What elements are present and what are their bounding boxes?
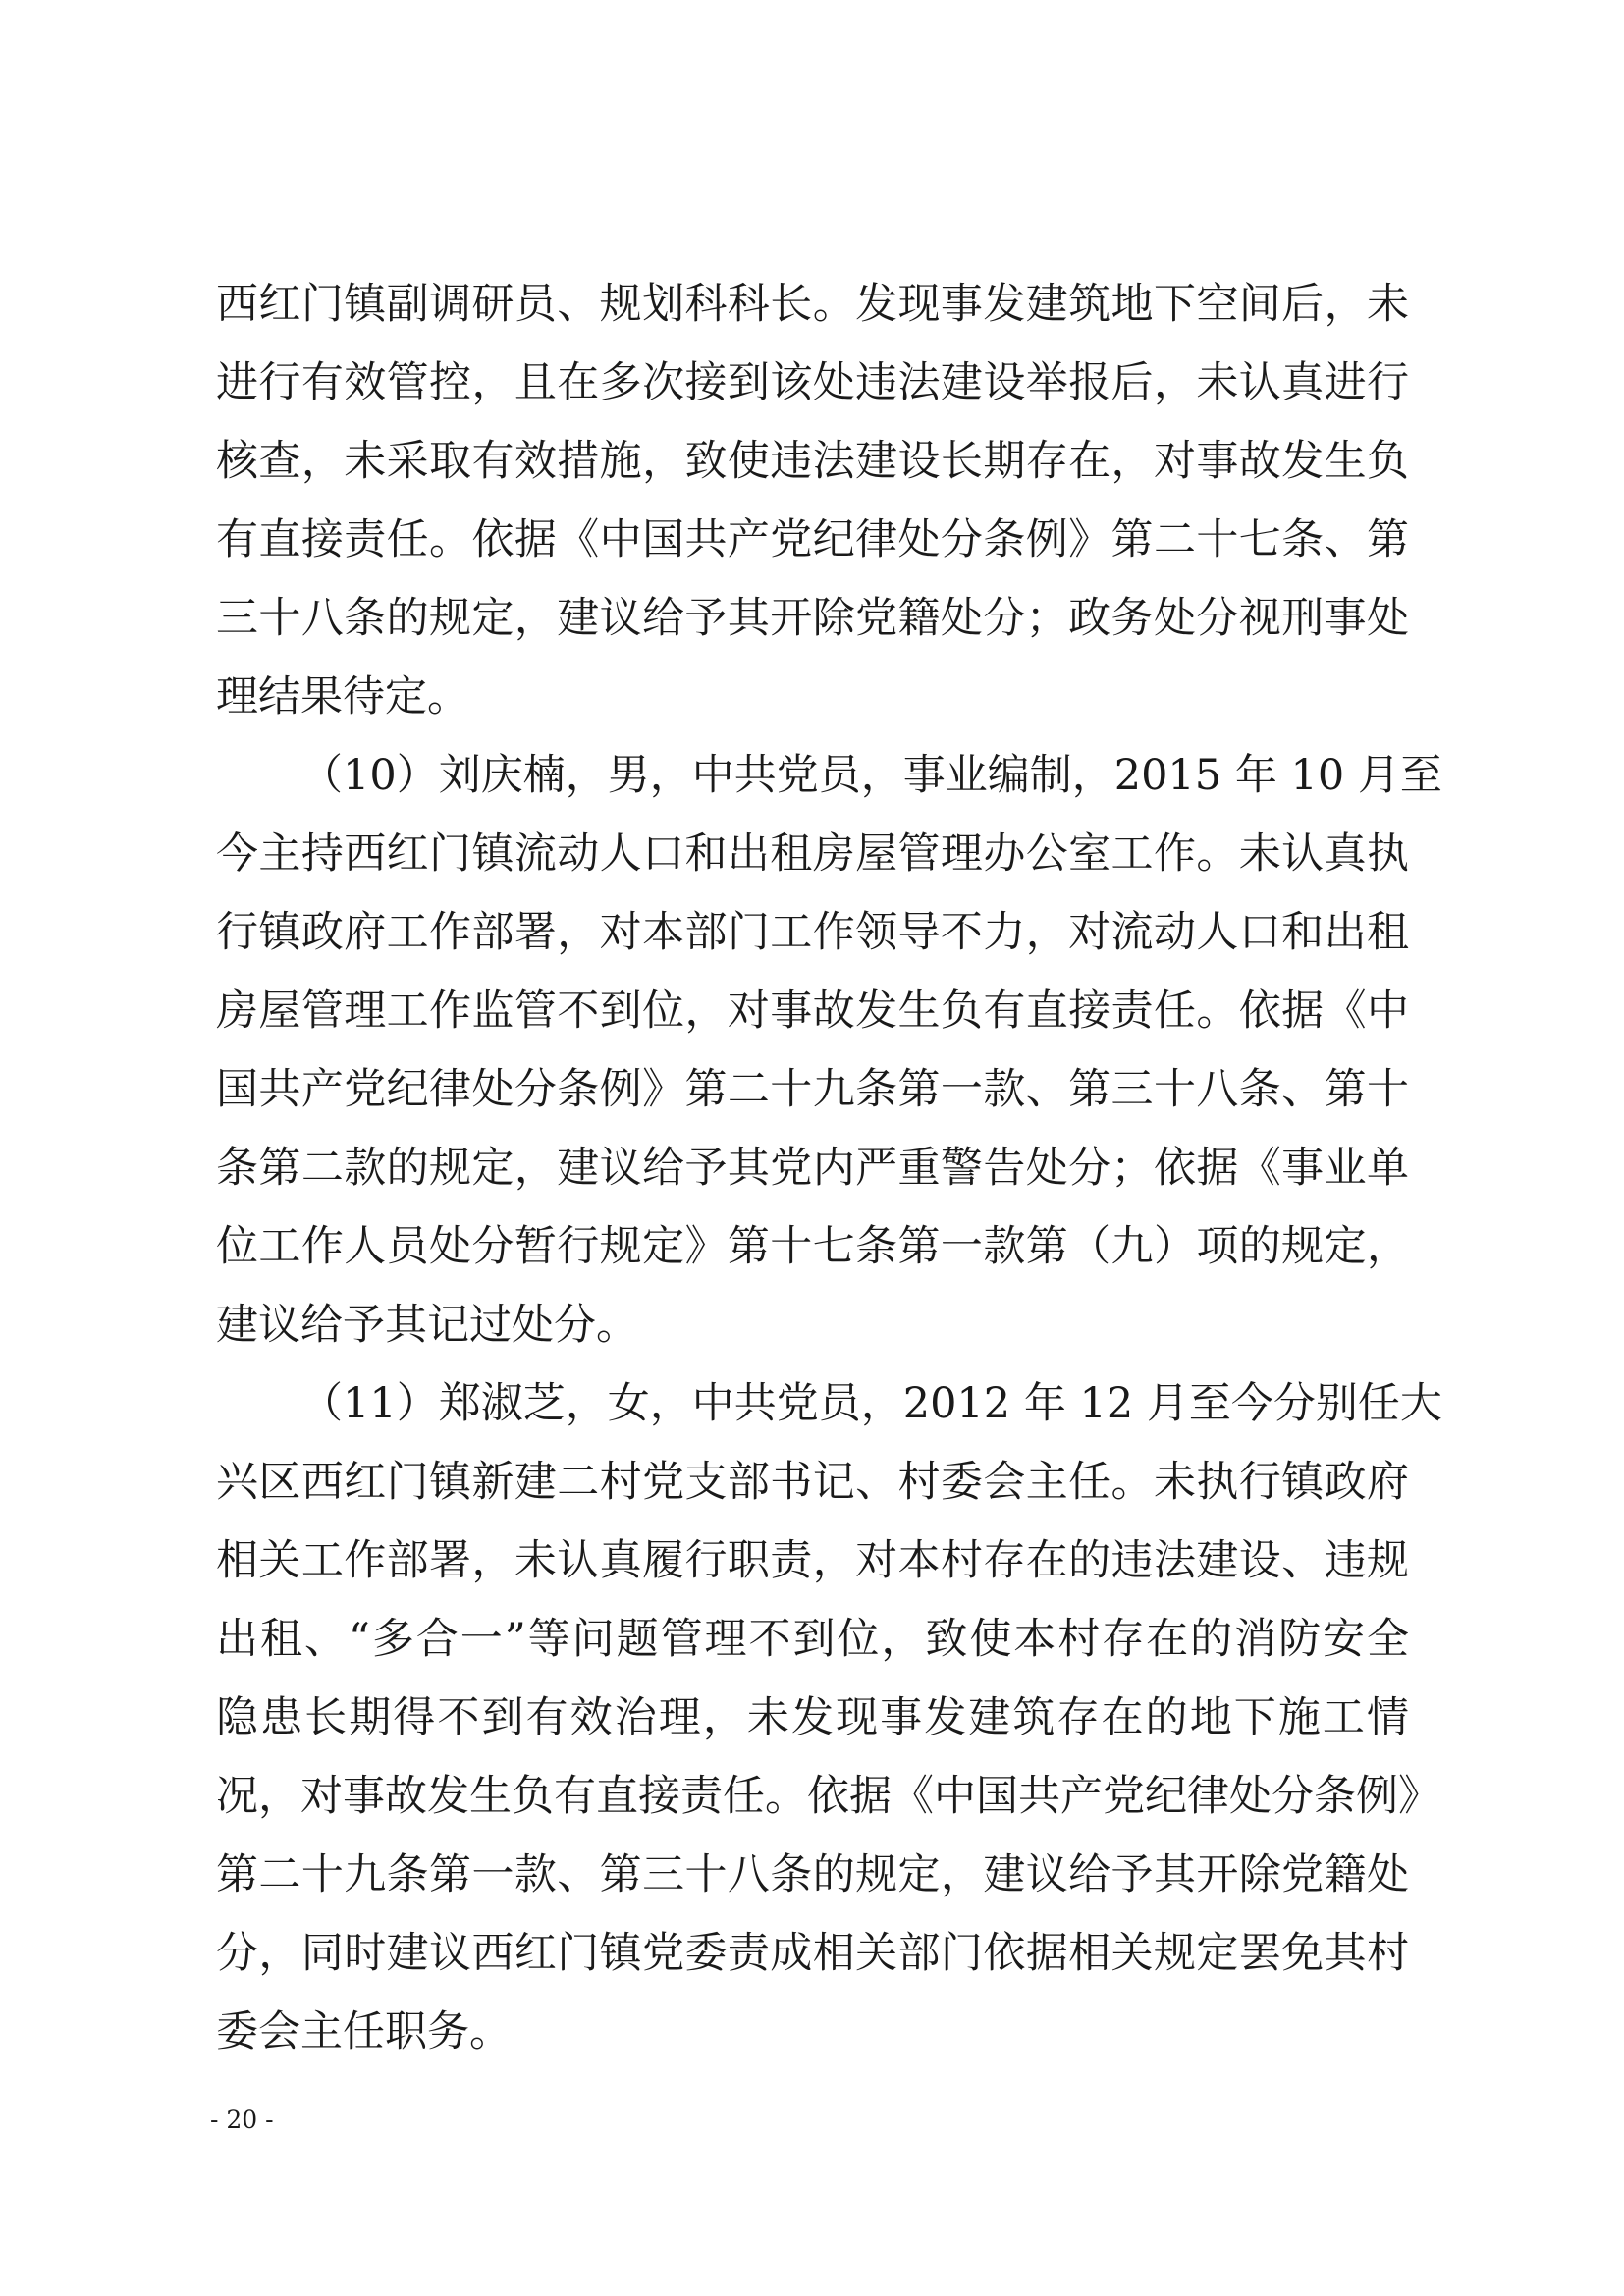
paragraph-line: 今主持西红门镇流动人口和出租房屋管理办公室工作。未认真执 bbox=[216, 829, 1409, 879]
paragraph-line: 位工作人员处分暂行规定》第十七条第一款第（九）项的规定， bbox=[216, 1222, 1409, 1271]
paragraph-line: 委会主任职务。 bbox=[216, 2007, 512, 2056]
paragraph-line: 条第二款的规定，建议给予其党内严重警告处分；依据《事业单 bbox=[216, 1144, 1409, 1193]
paragraph-line: 进行有效管控，且在多次接到该处违法建设举报后，未认真进行 bbox=[216, 358, 1409, 407]
paragraph-line: 核查，未采取有效措施，致使违法建设长期存在，对事故发生负 bbox=[216, 437, 1409, 486]
paragraph-line: 兴区西红门镇新建二村党支部书记、村委会主任。未执行镇政府 bbox=[216, 1458, 1409, 1507]
paragraph-line: 隐患长期得不到有效治理，未发现事发建筑存在的地下施工情 bbox=[216, 1693, 1409, 1742]
paragraph-line: 三十八条的规定，建议给予其开除党籍处分；政务处分视刑事处 bbox=[216, 594, 1409, 643]
paragraph-line: 分，同时建议西红门镇党委责成相关部门依据相关规定罢免其村 bbox=[216, 1929, 1409, 1978]
paragraph-line: 房屋管理工作监管不到位，对事故发生负有直接责任。依据《中 bbox=[216, 987, 1409, 1036]
paragraph-first-line: （10）刘庆楠，男，中共党员，事业编制，2015 年 10 月至 bbox=[300, 751, 1442, 800]
paragraph-line: 理结果待定。 bbox=[216, 672, 469, 721]
paragraph-line: 国共产党纪律处分条例》第二十九条第一款、第三十八条、第十 bbox=[216, 1065, 1409, 1114]
paragraph-line: 第二十九条第一款、第三十八条的规定，建议给予其开除党籍处 bbox=[216, 1850, 1409, 1899]
paragraph-line: 西红门镇副调研员、规划科科长。发现事发建筑地下空间后，未 bbox=[216, 280, 1409, 329]
paragraph-first-line: （11）郑淑芝，女，中共党员，2012 年 12 月至今分别任大 bbox=[300, 1379, 1442, 1428]
paragraph-line: 行镇政府工作部署，对本部门工作领导不力，对流动人口和出租 bbox=[216, 908, 1409, 957]
paragraph-line: 相关工作部署，未认真履行职责，对本村存在的违法建设、违规 bbox=[216, 1536, 1409, 1585]
paragraph-line: 建议给予其记过处分。 bbox=[216, 1301, 638, 1350]
page-number: - 20 - bbox=[210, 2106, 274, 2134]
paragraph-line: 有直接责任。依据《中国共产党纪律处分条例》第二十七条、第 bbox=[216, 515, 1409, 564]
paragraph-line: 出租、“多合一”等问题管理不到位，致使本村存在的消防安全 bbox=[216, 1615, 1409, 1664]
paragraph-line: 况，对事故发生负有直接责任。依据《中国共产党纪律处分条例》 bbox=[216, 1772, 1440, 1821]
